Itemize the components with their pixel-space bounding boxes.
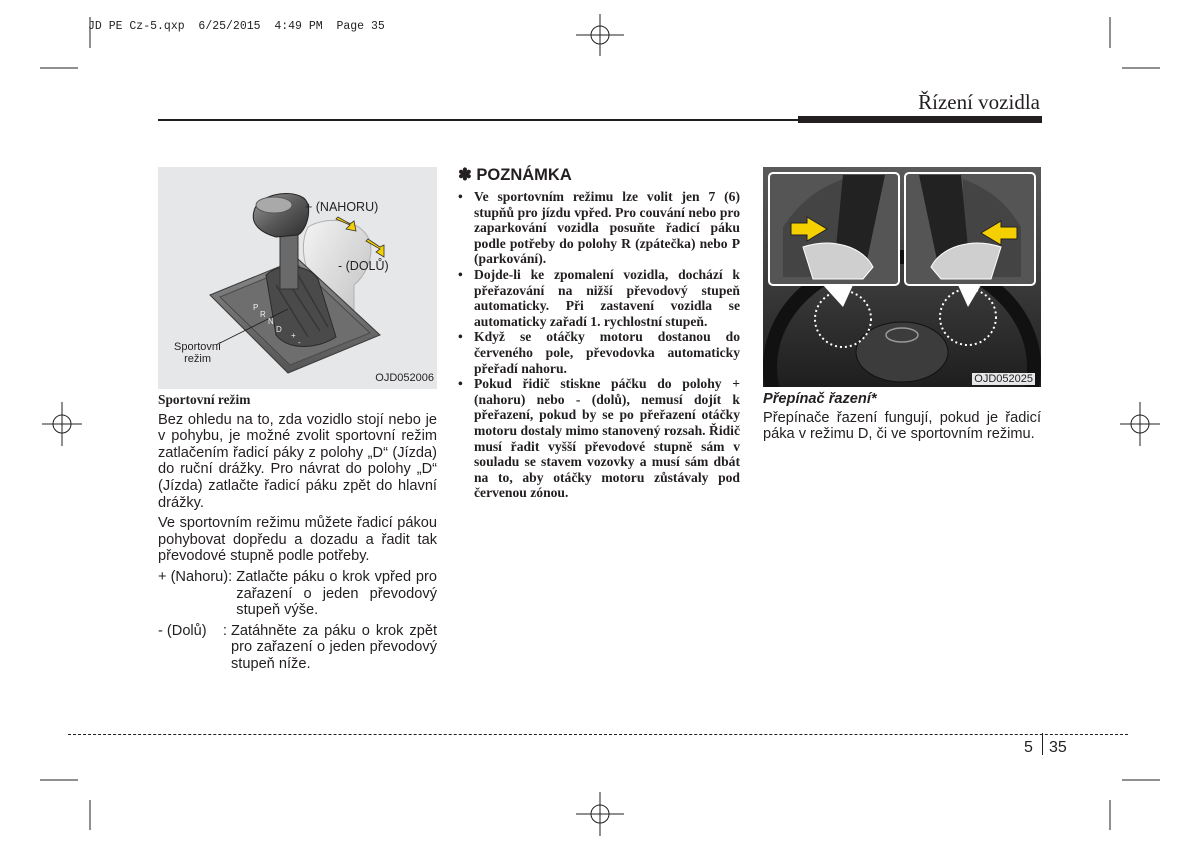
figure-paddle-shifters — [763, 167, 1041, 387]
page-number: 35 — [1049, 739, 1067, 756]
note-title: ✽ POZNÁMKA — [458, 166, 572, 184]
page-number-divider — [1042, 733, 1043, 755]
gate-letter: D — [276, 325, 282, 334]
definition-desc: Zatáhněte za páku o krok zpět pro zařazení o jeden převodový stupeň níže. — [230, 622, 437, 672]
header-bar — [798, 116, 1042, 123]
figure-code: OJD052006 — [375, 372, 434, 384]
note-box — [458, 165, 740, 501]
footer-rule — [68, 734, 1128, 735]
column-sport-mode — [158, 392, 437, 677]
heading-sport-mode: Sportovní režim — [158, 392, 251, 407]
label-down: - (DOLŮ) — [338, 259, 389, 273]
caption-paddle-shifters: Přepínač řazení* — [763, 391, 877, 407]
steering-wheel-illustration — [763, 167, 1041, 387]
definition-desc: Zatlačte páku o krok vpřed pro zařazení o jeden převodový stupeň výše. — [236, 568, 437, 619]
paragraph: Přepínače řazení fungují, pokud je řadicí páka v režimu D, či ve sportovním režimu. — [763, 409, 1041, 443]
gate-letter: P — [253, 303, 259, 312]
registration-mark-left — [42, 402, 82, 446]
definition-down — [158, 623, 437, 673]
section-title: Řízení vozidla — [918, 90, 1040, 114]
registration-mark-right — [1120, 402, 1160, 446]
label-sport-mode: Sportovní režim — [174, 341, 222, 365]
note-item: • Pokud řidič stiskne páčku do polohy + (nahoru) nebo - (dolů), nemusí dojít k přeřazení, pokud by se po přeřazení otáčky motoru dostaly mimo stanovený rozsah. Řidič musí řadit vyšší převodové stupně sám v souladu se stavem vozovky a musí sám dbát na to, aby otáčky motoru zůstávaly pod červenou zónou. — [458, 376, 740, 501]
note-item: • Když se otáčky motoru dostanou do červeného pole, převodovka automaticky přeřadí nahoru. — [458, 329, 740, 376]
figure-code: OJD052025 — [974, 373, 1033, 385]
note-item: • Ve sportovním režimu lze volit jen 7 (6) stupňů pro jízdu vpřed. Pro couvání nebo pro zaparkování vozidla posuňte řadicí páku podle potřeby do polohy R (zpátečka) nebo P (parkování). — [458, 189, 740, 267]
definition-term: + (Nahoru): — [158, 568, 237, 585]
registration-mark-top — [576, 14, 624, 56]
gate-letter: R — [260, 310, 266, 319]
label-up: + (NAHORU) — [305, 200, 379, 214]
definition-term: - (Dolů) : — [158, 622, 231, 639]
paragraph: Ve sportovním režimu můžete řadicí pákou pohybovat dopředu a dozadu a řadit tak převodové stupně podle potřeby. — [158, 515, 437, 565]
registration-mark-bottom — [576, 792, 624, 836]
note-list — [458, 189, 740, 501]
column-paddle-shifters — [763, 391, 1041, 443]
definition-up — [158, 569, 437, 619]
gate-letter: N — [268, 317, 274, 326]
figure-gear-shifter — [158, 167, 437, 389]
note-item: • Dojde-li ke zpomalení vozidla, dochází k přeřazování na nižší převodový stupeň automaticky. Při zastavení vozidla se automaticky zařadí 1. rychlostní stupeň. — [458, 267, 740, 329]
gate-letter: - — [298, 338, 301, 347]
chapter-number: 5 — [1024, 739, 1033, 756]
gate-letter: + — [291, 331, 296, 340]
paragraph: Bez ohledu na to, zda vozidlo stojí nebo je v pohybu, je možné zvolit sportovní režim zatlačením řadicí páky z polohy „D“ (Jízda) do ruční drážky. Pro návrat do polohy „D“ (Jízda) zatlačte řadicí páku zpět do hlavní drážky. — [158, 411, 437, 511]
header-rule — [158, 119, 798, 121]
print-slug: JD PE Cz-5.qxp 6/25/2015 4:49 PM Page 35 — [88, 20, 385, 33]
